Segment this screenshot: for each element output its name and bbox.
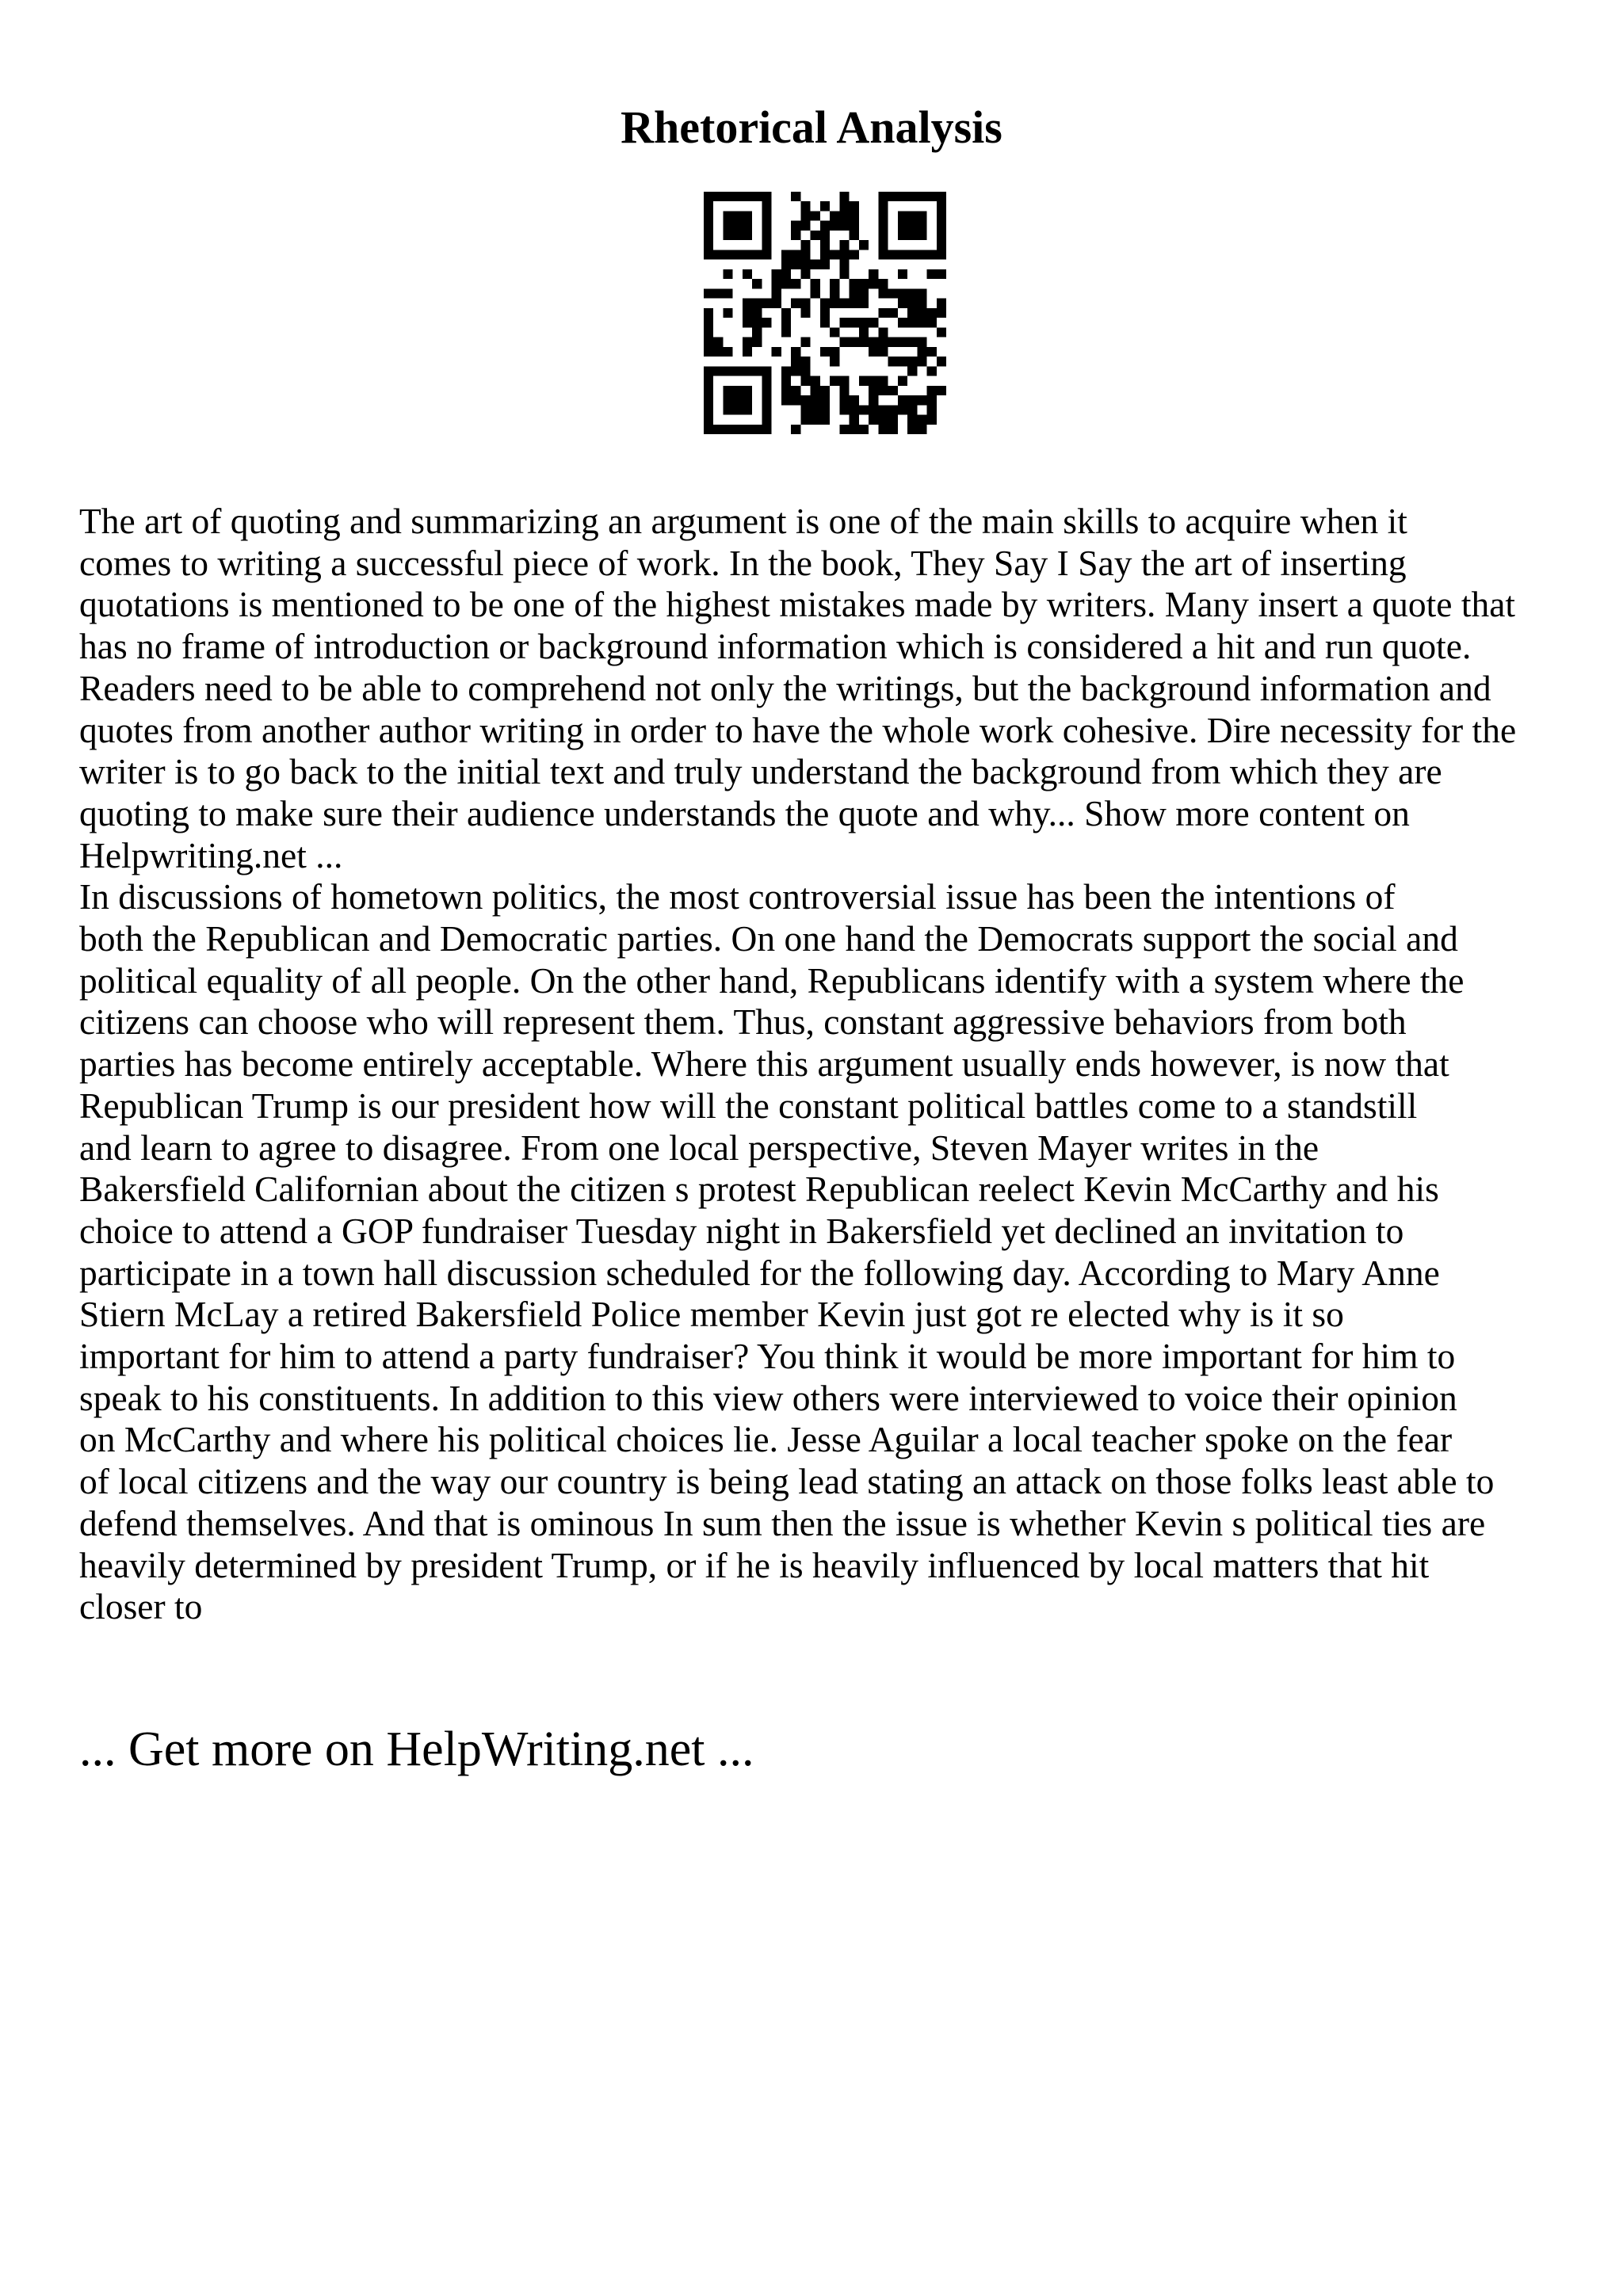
text-line: of local citizens and the way our country is being lead stating an attack on those folks least able to: [79, 1461, 1495, 1502]
qr-code-icon: [704, 192, 946, 434]
text-line: parties has become entirely acceptable. Where this argument usually ends however, is now that: [79, 1043, 1449, 1085]
text-line: Helpwriting.net ...: [79, 834, 343, 875]
paragraph: [79, 876, 1585, 1628]
text-line: quotes from another author writing in order to have the whole work cohesive. Dire necessity for the: [79, 709, 1517, 750]
text-line: Readers need to be able to comprehend not only the writings, but the background information and: [79, 667, 1491, 708]
document-title: Rhetorical Analysis: [621, 101, 1002, 153]
text-line: political equality of all people. On the other hand, Republicans identify with a system where the: [79, 959, 1465, 1001]
text-line: and learn to agree to disagree. From one local perspective, Steven Mayer writes in the: [79, 1127, 1319, 1168]
text-line: speak to his constituents. In addition to this view others were interviewed to voice their opinion: [79, 1377, 1457, 1418]
text-line: writer is to go back to the initial text and truly understand the background from which they are: [79, 751, 1442, 792]
text-line: on McCarthy and where his political choices lie. Jesse Aguilar a local teacher spoke on the fear: [79, 1419, 1453, 1460]
text-line: important for him to attend a party fundraiser? You think it would be more important for him to: [79, 1336, 1456, 1377]
text-line: comes to writing a successful piece of work. In the book, They Say I Say the art of inserting: [79, 542, 1407, 583]
text-line: Stiern McLay a retired Bakersfield Police member Kevin just got re elected why is it so: [79, 1294, 1344, 1335]
get-more-link[interactable]: ... Get more on HelpWriting.net ...: [79, 1722, 754, 1776]
text-line: has no frame of introduction or background information which is considered a hit and run quote.: [79, 626, 1472, 667]
text-line: The art of quoting and summarizing an argument is one of the main skills to acquire when it: [79, 501, 1407, 541]
text-line: quoting to make sure their audience understands the quote and why... Show more content on: [79, 792, 1410, 833]
text-line: quotations is mentioned to be one of the highest mistakes made by writers. Many insert a quote that: [79, 584, 1516, 625]
document-body: [79, 501, 1585, 1628]
text-line: defend themselves. And that is ominous In sum then the issue is whether Kevin s political ties are: [79, 1502, 1486, 1543]
text-line: choice to attend a GOP fundraiser Tuesday night in Bakersfield yet declined an invitation to: [79, 1210, 1404, 1251]
text-line: Republican Trump is our president how will the constant political battles come to a standstill: [79, 1085, 1418, 1126]
paragraph: [79, 501, 1585, 876]
text-line: participate in a town hall discussion scheduled for the following day. According to Mary Anne: [79, 1252, 1440, 1293]
text-line: both the Republican and Democratic parties. On one hand the Democrats support the social and: [79, 918, 1458, 959]
text-line: In discussions of hometown politics, the most controversial issue has been the intentions of: [79, 876, 1396, 917]
text-line: heavily determined by president Trump, or if he is heavily influenced by local matters that hit: [79, 1544, 1430, 1585]
text-line: closer to: [79, 1586, 203, 1627]
text-line: Bakersfield Californian about the citizen s protest Republican reelect Kevin McCarthy and his: [79, 1169, 1439, 1210]
text-line: citizens can choose who will represent them. Thus, constant aggressive behaviors from both: [79, 1001, 1407, 1043]
